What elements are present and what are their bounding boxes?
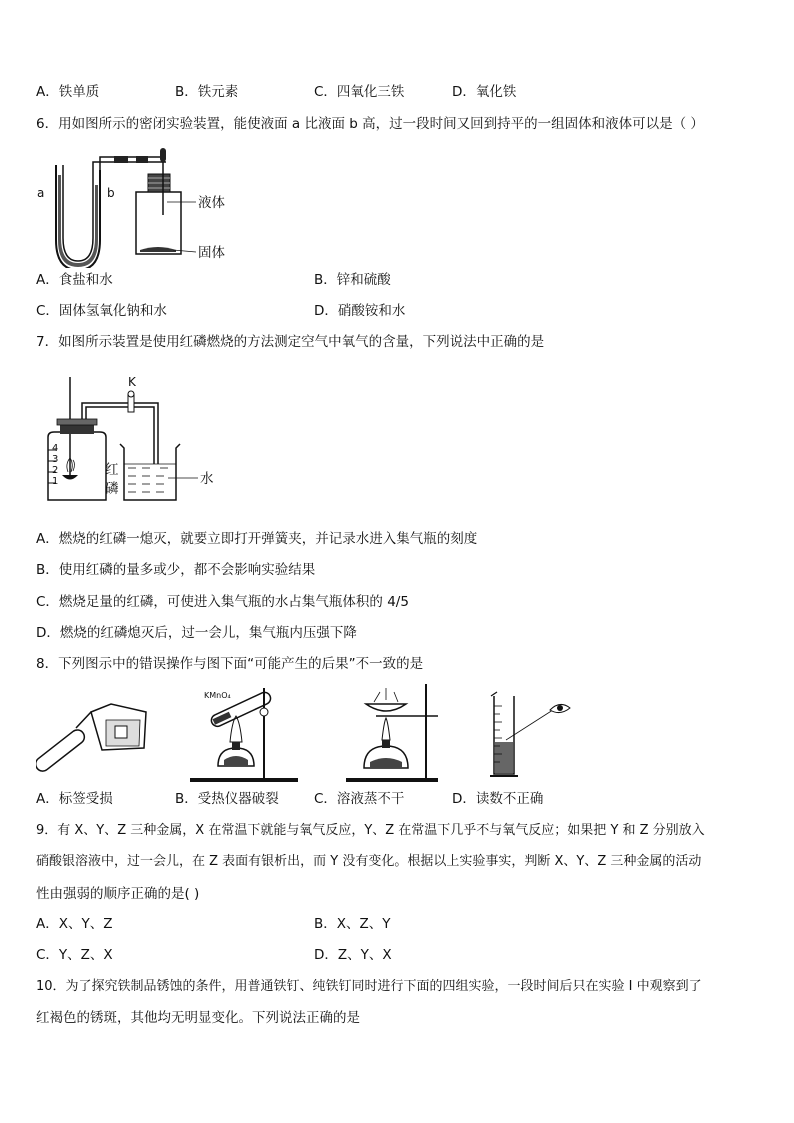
q7-scale-3: 3 — [52, 454, 59, 465]
q8-figure-a-pouring — [36, 690, 158, 782]
q7-scale-1: 1 — [52, 476, 59, 487]
q7-option-d: D．燃烧的红磷熄灭后，过一会儿，集气瓶内压强下降 — [36, 625, 357, 641]
q6-stem: 6．用如图所示的密闭实验装置，能使液面 a 比液面 b 高，过一段时间又回到持平的一组固体和液体可以是（ ） — [36, 116, 704, 132]
q6-label-liquid: 液体 — [198, 195, 225, 211]
q5-option-d: D．氧化铁 — [452, 84, 517, 100]
q6-option-c: C．固体氢氧化钠和水 — [36, 303, 167, 319]
q7-option-c: C．燃烧足量的红磷，可使进入集气瓶的水占集气瓶体积的 4/5 — [36, 594, 409, 610]
q7-label-k: K — [128, 375, 136, 389]
q9-option-a: A．X、Y、Z — [36, 916, 113, 932]
q8-option-a: A．标签受损 — [36, 791, 113, 807]
q8-figure-d-reading — [484, 682, 584, 782]
q6-option-a: A．食盐和水 — [36, 272, 113, 288]
q6-label-b: b — [107, 186, 115, 200]
q7-option-a: A．燃烧的红磷一熄灭，就要立即打开弹簧夹，并记录水进入集气瓶的刻度 — [36, 531, 478, 547]
q8-option-c: C．溶液蒸不干 — [314, 791, 405, 807]
q7-option-b: B．使用红磷的量多或少，都不会影响实验结果 — [36, 562, 316, 578]
q7-stem: 7．如图所示装置是使用红磷燃烧的方法测定空气中氧气的含量，下列说法中正确的是 — [36, 334, 545, 350]
q9-option-b: B．X、Z、Y — [314, 916, 391, 932]
q5-option-c: C．四氧化三铁 — [314, 84, 405, 100]
q9-stem-line-1: 9．有 X、Y、Z 三种金属，X 在常温下就能与氧气反应，Y、Z 在常温下几乎不与氧气反应；如果把 Y 和 Z 分别放入 — [36, 823, 705, 838]
q9-stem-line-3: 性由强弱的顺序正确的是( ) — [36, 886, 200, 902]
q5-option-a: A．铁单质 — [36, 84, 100, 100]
q7-label-water: 水 — [200, 471, 214, 487]
q6-label-solid: 固体 — [198, 245, 225, 261]
q8-figure-c-evaporating — [346, 682, 446, 782]
q9-option-c: C．Y、Z、X — [36, 947, 113, 963]
q9-option-d: D．Z、Y、X — [314, 947, 392, 963]
q7-label-phosphorus: 磷 — [105, 481, 119, 497]
q8-option-b: B．受热仪器破裂 — [175, 791, 279, 807]
q6-label-a: a — [37, 186, 45, 200]
q9-stem-line-2: 硝酸银溶液中，过一会儿，在 Z 表面有银析出，而 Y 没有变化。根据以上实验事实，判断 X、Y、Z 三种金属的活动 — [36, 854, 702, 869]
q6-option-b: B．锌和硫酸 — [314, 272, 391, 288]
q5-option-b: B．铁元素 — [175, 84, 239, 100]
q8-label-kmno4: KMnO₄ — [204, 691, 231, 700]
q8-option-d: D．读数不正确 — [452, 791, 544, 807]
q6-option-d: D．硝酸铵和水 — [314, 303, 406, 319]
q8-stem: 8．下列图示中的错误操作与图下面“可能产生的后果”不一致的是 — [36, 656, 424, 672]
q7-scale-4: 4 — [52, 443, 59, 454]
q10-stem-line-2: 红褐色的锈斑，其他均无明显变化。下列说法正确的是 — [36, 1010, 360, 1026]
q7-apparatus-figure — [40, 372, 220, 512]
q7-scale-2: 2 — [52, 465, 59, 476]
q7-label-red: 红 — [105, 462, 119, 478]
q10-stem-line-1: 10．为了探究铁制品锈蚀的条件，用普通铁钉、纯铁钉同时进行下面的四组实验，一段时间后只在实验 I 中观察到了 — [36, 979, 702, 994]
